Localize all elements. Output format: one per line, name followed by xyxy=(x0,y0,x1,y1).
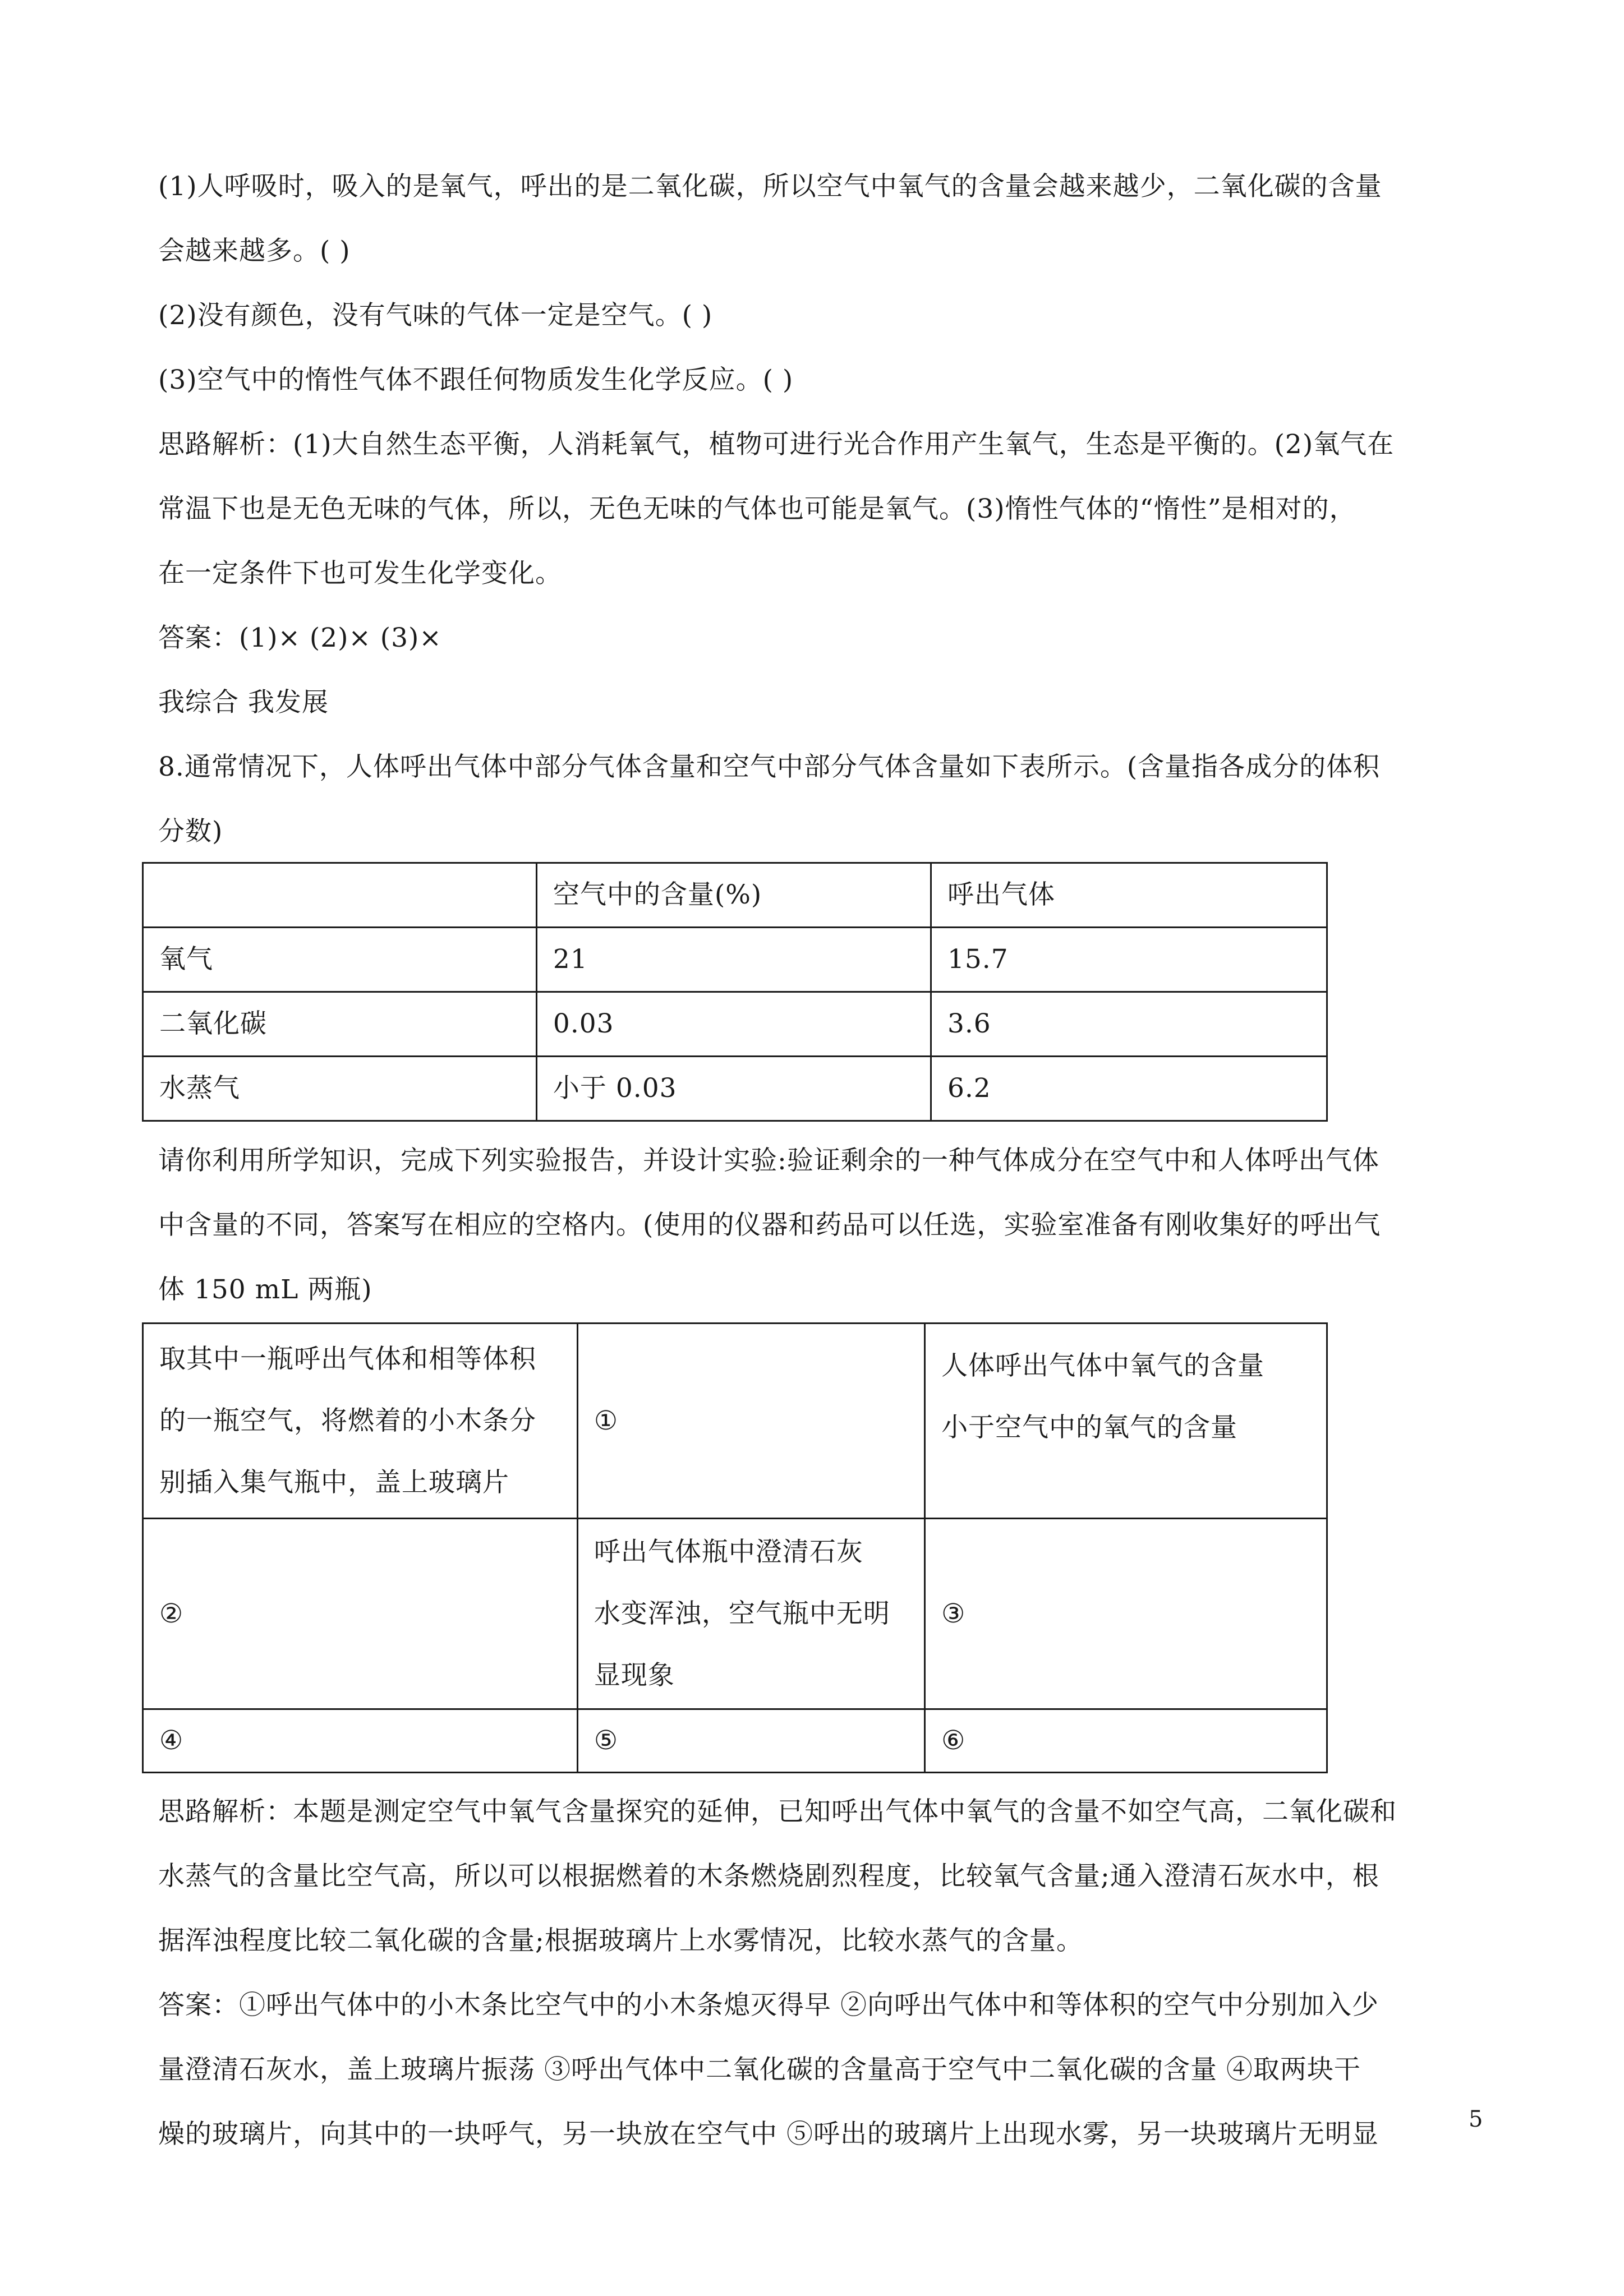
table-row xyxy=(143,1057,1327,1121)
table-cell: ⑤ xyxy=(577,1709,924,1773)
table-cell xyxy=(143,863,537,928)
table-cell: 呼出气体 xyxy=(931,863,1327,928)
table-cell: 二氧化碳 xyxy=(143,992,537,1057)
analysis-2-line-1: 思路解析：本题是测定空气中氧气含量探究的延伸，已知呼出气体中氧气的含量不如空气高，二氧化碳和 xyxy=(158,1796,1397,1827)
table-cell: 水蒸气 xyxy=(143,1057,537,1121)
section-heading: 我综合 我发展 xyxy=(158,687,329,718)
answer-2-line-2: 量澄清石灰水，盖上玻璃片振荡 ③呼出气体中二氧化碳的含量高于空气中二氧化碳的含量 ④取两块干 xyxy=(158,2054,1361,2085)
table-cell: 人体呼出气体中氧气的含量 小于空气中的氧气的含量 xyxy=(925,1324,1327,1519)
table-row xyxy=(143,1324,1327,1519)
question-1-line-1: (1)人呼吸时，吸入的是氧气，呼出的是二氧化碳，所以空气中氧气的含量会越来越少，二氧化碳的含量 xyxy=(158,171,1382,202)
question-8b-line-3: 体 150 mL 两瓶) xyxy=(158,1274,372,1305)
table-row xyxy=(143,1519,1327,1709)
table-cell: ② xyxy=(143,1519,578,1709)
page-number: 5 xyxy=(1469,2106,1483,2132)
table-row xyxy=(143,992,1327,1057)
table-cell: 空气中的含量(%) xyxy=(536,863,931,928)
table-cell: 15.7 xyxy=(931,928,1327,992)
question-8b-line-1: 请你利用所学知识，完成下列实验报告，并设计实验:验证剩余的一种气体成分在空气中和人体呼出气体 xyxy=(158,1145,1379,1176)
table-cell: 呼出气体瓶中澄清石灰 水变浑浊，空气瓶中无明 显现象 xyxy=(577,1519,924,1709)
question-3: (3)空气中的惰性气体不跟任何物质发生化学反应。( ) xyxy=(158,365,794,395)
table-cell: ① xyxy=(577,1324,924,1519)
table-row xyxy=(143,928,1327,992)
table-cell: 21 xyxy=(536,928,931,992)
table-cell: ⑥ xyxy=(925,1709,1327,1773)
analysis-2-line-2: 水蒸气的含量比空气高，所以可以根据燃着的木条燃烧剧烈程度，比较氧气含量;通入澄清石灰水中，根 xyxy=(158,1861,1379,1892)
analysis-1-line-3: 在一定条件下也可发生化学变化。 xyxy=(158,558,562,589)
question-8b-line-2: 中含量的不同，答案写在相应的空格内。(使用的仪器和药品可以任选，实验室准备有刚收集好的呼出气 xyxy=(158,1210,1381,1241)
question-2: (2)没有颜色，没有气味的气体一定是空气。( ) xyxy=(158,300,713,331)
answer-2-line-1: 答案：①呼出气体中的小木条比空气中的小木条熄灭得早 ②向呼出气体中和等体积的空气中分别加入少 xyxy=(158,1990,1379,2021)
table-row xyxy=(143,1709,1327,1773)
table-cell: 6.2 xyxy=(931,1057,1327,1121)
analysis-1-line-1: 思路解析：(1)大自然生态平衡，人消耗氧气，植物可进行光合作用产生氧气，生态是平衡的。(2)氧气在 xyxy=(158,429,1395,460)
analysis-2-line-3: 据浑浊程度比较二氧化碳的含量;根据玻璃片上水雾情况，比较水蒸气的含量。 xyxy=(158,1925,1083,1956)
table-cell: 0.03 xyxy=(536,992,931,1057)
table-cell: 取其中一瓶呼出气体和相等体积 的一瓶空气，将燃着的小木条分 别插入集气瓶中，盖上玻璃片 xyxy=(143,1324,578,1519)
table-cell: 小于 0.03 xyxy=(536,1057,931,1121)
table-cell: 3.6 xyxy=(931,992,1327,1057)
table-header-row xyxy=(143,863,1327,928)
answer-1: 答案：(1)× (2)× (3)× xyxy=(158,623,442,653)
experiment-report-table xyxy=(142,1322,1328,1773)
table-cell: ④ xyxy=(143,1709,578,1773)
question-8-line-1: 8.通常情况下，人体呼出气体中部分气体含量和空气中部分气体含量如下表所示。(含量指各成分的体积 xyxy=(158,751,1381,782)
answer-2-line-3: 燥的玻璃片，向其中的一块呼气，另一块放在空气中 ⑤呼出的玻璃片上出现水雾，另一块玻璃片无明显 xyxy=(158,2119,1379,2150)
table-cell: ③ xyxy=(925,1519,1327,1709)
question-1-line-2: 会越来越多。( ) xyxy=(158,236,351,266)
analysis-1-line-2: 常温下也是无色无味的气体，所以，无色无味的气体也可能是氧气。(3)惰性气体的“惰性”是相对的， xyxy=(158,494,1356,524)
gas-content-table xyxy=(142,862,1328,1122)
table-cell: 氧气 xyxy=(143,928,537,992)
question-8-line-2: 分数) xyxy=(158,816,223,847)
